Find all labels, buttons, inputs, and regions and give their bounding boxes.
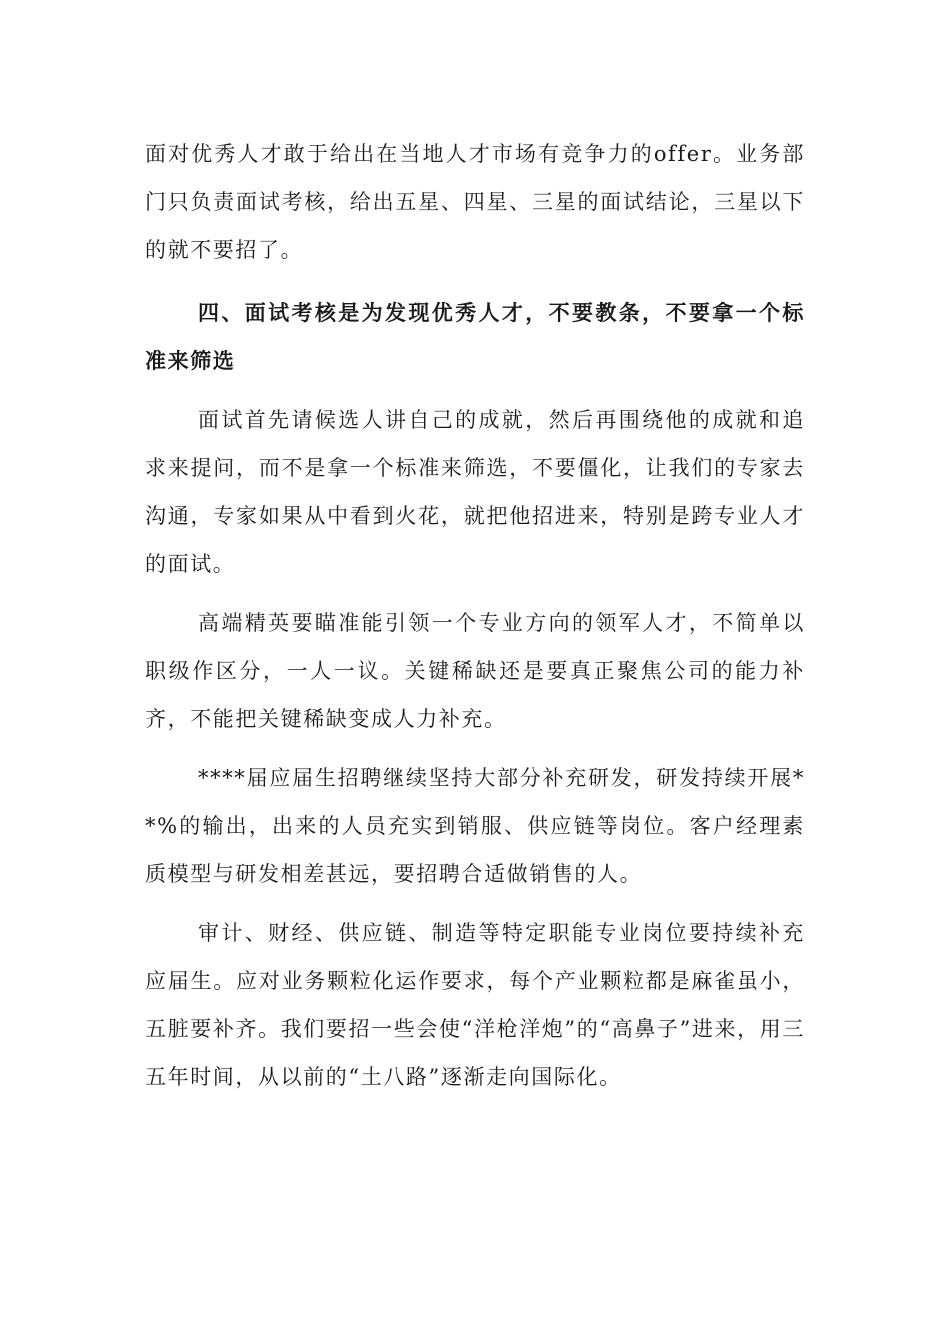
paragraph-elite-talent: 高端精英要瞄准能引领一个专业方向的领军人才，不简单以职级作区分，一人一议。关键稀缺还是要真正聚焦公司的能力补齐，不能把关键稀缺变成人力补充。 (145, 611, 805, 731)
paragraph-interview-method: 面试首先请候选人讲自己的成就，然后再围绕他的成就和追求来提问，而不是拿一个标准来筛选，不要僵化，让我们的专家去沟通，专家如果从中看到火花，就把他招进来，特别是跨专业人才的面试。 (145, 408, 805, 576)
section-heading-four: 四、面试考核是为发现优秀人才，不要教条，不要拿一个标准来筛选 (145, 301, 805, 373)
paragraph-offer-policy: 面对优秀人才敢于给出在当地人才市场有竞争力的offer。业务部门只负责面试考核，给出五星、四星、三星的面试结论，三星以下的就不要招了。 (145, 142, 805, 262)
document-body (145, 130, 805, 1101)
paragraph-functional-roles: 审计、财经、供应链、制造等特定职能专业岗位要持续补充应届生。应对业务颗粒化运作要求，每个产业颗粒都是麻雀虽小，五脏要补齐。我们要招一些会使“洋枪洋炮”的“高鼻子”进来，用三五年时间，从以前的“土八路”逐渐走向国际化。 (145, 921, 805, 1089)
paragraph-graduate-recruitment: ****届应届生招聘继续坚持大部分补充研发，研发持续开展**%的输出，出来的人员充实到销服、供应链等岗位。客户经理素质模型与研发相差甚远，要招聘合适做销售的人。 (145, 766, 805, 886)
